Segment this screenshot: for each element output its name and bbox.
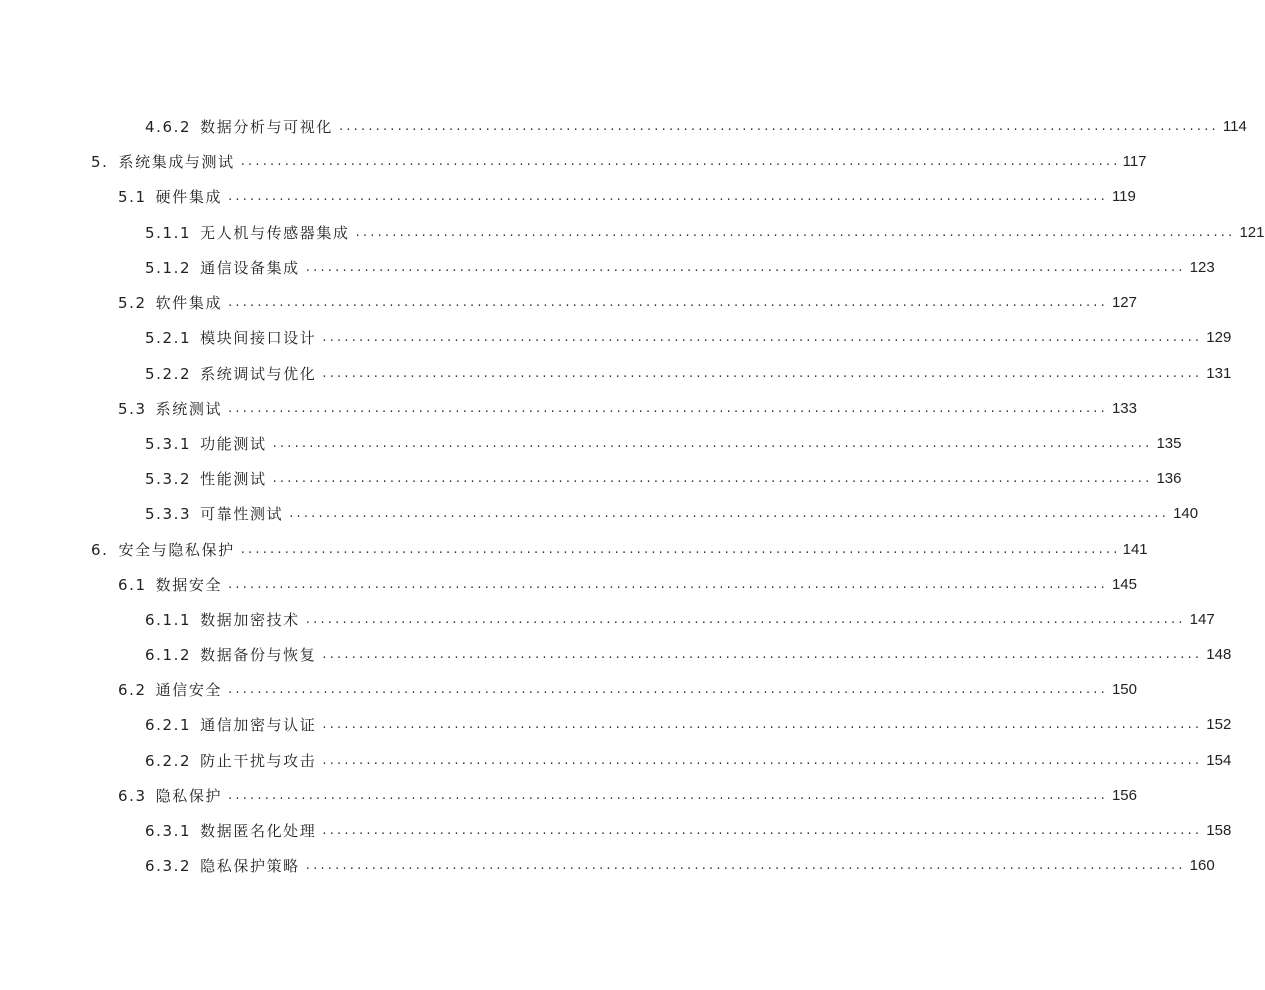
toc-entry-6-1[interactable] — [0, 570, 1137, 594]
toc-entry-page: 156 — [1111, 787, 1137, 804]
toc-entry-4-6-2[interactable] — [0, 112, 1247, 136]
toc-entry-6-2[interactable] — [0, 675, 1137, 699]
toc-entry-6-3[interactable] — [0, 781, 1137, 805]
toc-entry-number: 5.2 — [118, 294, 147, 312]
toc-entry-title: 系统集成与测试 — [118, 153, 235, 171]
toc-entry-page: 131 — [1206, 365, 1232, 382]
toc-entry-page: 117 — [1122, 153, 1147, 170]
toc-leader-dots: ........................................................................................................................ — [228, 295, 1108, 310]
toc-entry-page: 119 — [1111, 188, 1136, 205]
toc-entry-title: 隐私保护策略 — [200, 857, 300, 875]
toc-entry-title: 隐私保护 — [155, 787, 223, 805]
toc-entry-number: 4.6.2 — [145, 118, 192, 136]
toc-entry-page: 136 — [1156, 470, 1182, 487]
toc-leader-dots: ........................................................................................................................ — [240, 542, 1121, 557]
toc-leader-dots: ........................................................................................................................ — [338, 119, 1219, 134]
toc-entry-number: 6.2.2 — [145, 752, 192, 770]
toc-entry-5-1[interactable] — [0, 182, 1136, 206]
toc-entry-title: 通信安全 — [155, 681, 223, 699]
toc-entry-page: 148 — [1206, 646, 1232, 663]
toc-entry-5-2-1[interactable] — [0, 323, 1232, 347]
toc-entry-number: 6.3.2 — [145, 857, 192, 875]
toc-entry-title: 防止干扰与攻击 — [200, 752, 317, 770]
toc-entry-page: 121 — [1239, 224, 1265, 241]
toc-entry-5-3-3[interactable] — [0, 499, 1199, 523]
toc-entry-page: 145 — [1111, 576, 1137, 593]
toc-entry-number: 5.3.2 — [145, 470, 192, 488]
toc-entry-title: 数据备份与恢复 — [200, 646, 317, 664]
toc-entry-5[interactable] — [0, 147, 1147, 171]
toc-entry-6[interactable] — [0, 535, 1148, 559]
toc-entry-6-1-2[interactable] — [0, 640, 1232, 664]
toc-leader-dots: ........................................................................................................................ — [322, 330, 1203, 345]
toc-leader-dots: ........................................................................................................................ — [322, 753, 1203, 768]
toc-leader-dots: ........................................................................................................................ — [272, 471, 1153, 486]
toc-entry-5-3-2[interactable] — [0, 464, 1182, 488]
toc-entry-page: 152 — [1206, 716, 1232, 733]
toc-entry-page: 129 — [1206, 329, 1232, 346]
toc-entry-5-3-1[interactable] — [0, 429, 1182, 453]
toc-entry-page: 154 — [1206, 752, 1232, 769]
toc-leader-dots: ........................................................................................................................ — [322, 823, 1203, 838]
toc-leader-dots: ........................................................................................................................ — [289, 506, 1170, 521]
toc-entry-number: 6.3.1 — [145, 822, 192, 840]
toc-entry-page: 123 — [1189, 259, 1215, 276]
toc-entry-page: 135 — [1156, 435, 1182, 452]
toc-entry-title: 可靠性测试 — [200, 505, 284, 523]
toc-entry-6-2-1[interactable] — [0, 710, 1232, 734]
toc-entry-page: 147 — [1189, 611, 1215, 628]
toc-leader-dots: ........................................................................................................................ — [322, 647, 1203, 662]
toc-entry-page: 160 — [1189, 857, 1215, 874]
toc-entry-6-1-1[interactable] — [0, 605, 1215, 629]
toc-entry-title: 无人机与传感器集成 — [200, 224, 350, 242]
toc-entry-5-1-2[interactable] — [0, 253, 1215, 277]
toc-entry-number: 5. — [91, 153, 109, 171]
toc-leader-dots: ........................................................................................................................ — [305, 858, 1186, 873]
toc-leader-dots: ........................................................................................................................ — [272, 436, 1153, 451]
toc-entry-page: 114 — [1222, 118, 1247, 135]
toc-entry-number: 6.1.1 — [145, 611, 192, 629]
toc-entry-5-2-2[interactable] — [0, 359, 1232, 383]
toc-leader-dots: ........................................................................................................................ — [228, 682, 1108, 697]
toc-entry-title: 安全与隐私保护 — [118, 541, 235, 559]
toc-entry-6-3-1[interactable] — [0, 816, 1232, 840]
toc-entry-number: 6.3 — [118, 787, 147, 805]
toc-leader-dots: ........................................................................................................................ — [228, 577, 1108, 592]
toc-entry-number: 5.3.3 — [145, 505, 192, 523]
toc-entry-title: 软件集成 — [155, 294, 223, 312]
toc-entry-number: 6. — [91, 541, 109, 559]
toc-entry-number: 5.2.1 — [145, 329, 192, 347]
toc-entry-page: 140 — [1173, 505, 1199, 522]
toc-leader-dots: ........................................................................................................................ — [305, 612, 1186, 627]
toc-entry-title: 通信设备集成 — [200, 259, 300, 277]
toc-entry-title: 数据加密技术 — [200, 611, 300, 629]
toc-entry-page: 150 — [1111, 681, 1137, 698]
toc-entry-6-2-2[interactable] — [0, 746, 1232, 770]
toc-entry-number: 5.3.1 — [145, 435, 192, 453]
toc-entry-5-3[interactable] — [0, 394, 1137, 418]
toc-entry-number: 6.2.1 — [145, 716, 192, 734]
toc-entry-title: 性能测试 — [200, 470, 267, 488]
toc-leader-dots: ........................................................................................................................ — [305, 260, 1186, 275]
toc-entry-page: 133 — [1111, 400, 1137, 417]
toc-entry-title: 数据匿名化处理 — [200, 822, 317, 840]
toc-entry-page: 127 — [1111, 294, 1137, 311]
toc-entry-number: 5.3 — [118, 400, 147, 418]
toc-entry-title: 系统调试与优化 — [200, 365, 317, 383]
toc-leader-dots: ........................................................................................................................ — [228, 788, 1108, 803]
toc-entry-5-1-1[interactable] — [0, 218, 1265, 242]
toc-entry-number: 5.1 — [118, 188, 147, 206]
toc-leader-dots: ........................................................................................................................ — [228, 189, 1108, 204]
toc-entry-title: 数据安全 — [155, 576, 223, 594]
toc-leader-dots: ........................................................................................................................ — [322, 366, 1203, 381]
toc-entry-title: 通信加密与认证 — [200, 716, 317, 734]
toc-entry-page: 158 — [1206, 822, 1232, 839]
toc-entry-number: 5.1.1 — [145, 224, 192, 242]
toc-entry-number: 5.1.2 — [145, 259, 192, 277]
toc-entry-5-2[interactable] — [0, 288, 1137, 312]
toc-leader-dots: ........................................................................................................................ — [322, 717, 1203, 732]
toc-entry-page: 141 — [1122, 541, 1148, 558]
toc-entry-title: 硬件集成 — [155, 188, 223, 206]
toc-entry-title: 功能测试 — [200, 435, 267, 453]
toc-entry-number: 6.1.2 — [145, 646, 192, 664]
toc-leader-dots: ........................................................................................................................ — [355, 225, 1236, 240]
toc-entry-title: 数据分析与可视化 — [200, 118, 333, 136]
toc-entry-number: 6.2 — [118, 681, 147, 699]
toc-entry-number: 5.2.2 — [145, 365, 192, 383]
toc-entry-number: 6.1 — [118, 576, 147, 594]
toc-entry-6-3-2[interactable] — [0, 851, 1215, 875]
toc-leader-dots: ........................................................................................................................ — [228, 401, 1108, 416]
toc-entry-title: 模块间接口设计 — [200, 329, 317, 347]
toc-leader-dots: ........................................................................................................................ — [240, 154, 1121, 169]
toc-entry-title: 系统测试 — [155, 400, 223, 418]
